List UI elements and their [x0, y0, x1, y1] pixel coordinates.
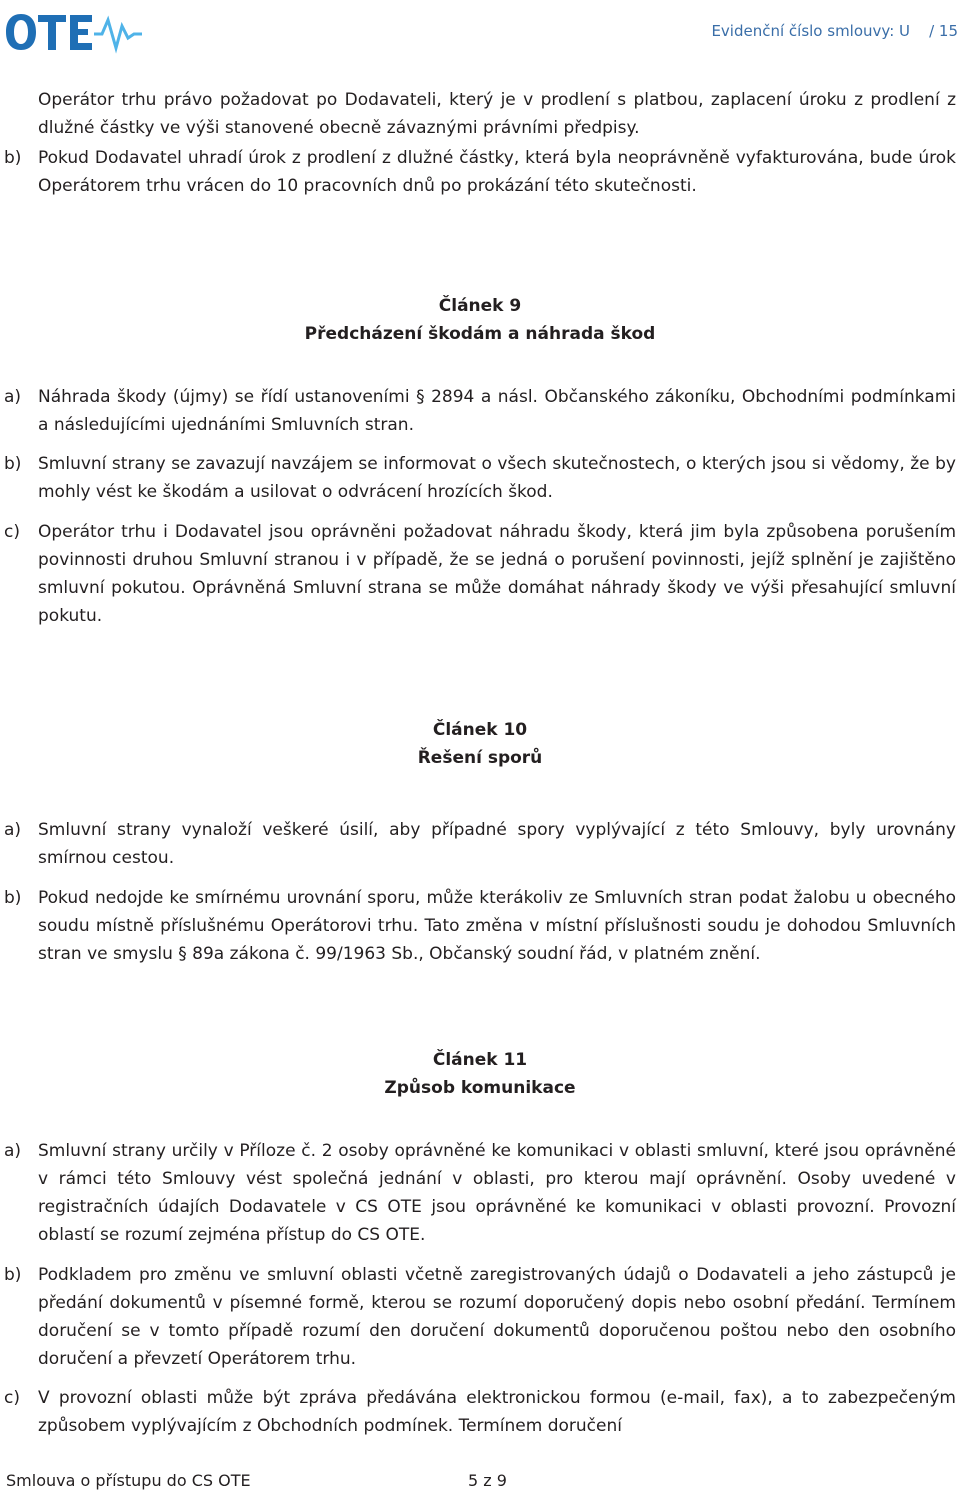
item-text: Smluvní strany vynaloží veškeré úsilí, aby případné spory vyplývající z této Smlouvy, byly urovnány smírnou cestou. — [38, 820, 956, 868]
intro-item-b — [4, 144, 956, 228]
article9-item-b — [4, 450, 956, 506]
article9-item-c — [4, 518, 956, 630]
item-label: c) — [4, 522, 20, 542]
intro-continuation: Operátor trhu právo požadovat po Dodavateli, který je v prodlení s platbou, zaplacení úroku z prodlení z dlužné částky ve výši stanovené obecně závaznými právními předpisy. — [38, 90, 956, 138]
item-text: V provozní oblasti může být zpráva předávána elektronickou formou (e-mail, fax), a to zabezpečeným způsobem vyplývajícím z Obchodních podmínek. Termínem doručení — [38, 1388, 956, 1436]
item-text: Smluvní strany se zavazují navzájem se informovat o všech skutečnostech, o kterých jsou si vědomy, že by mohly vést ke škodám a usilovat o odvrácení hrozících škod. — [38, 454, 956, 502]
ote-logo — [4, 8, 144, 56]
item-label: a) — [4, 387, 22, 407]
article9-number: Článek 9 — [438, 296, 522, 316]
article10-item-a — [4, 816, 956, 872]
item-text: Smluvní strany určily v Příloze č. 2 osoby oprávněné ke komunikaci v oblasti smluvní, které jsou oprávněné v rámci této Smlouvy vést společná jednání v oblasti, pro kterou mají oprávnění. Osoby uvedené v registračních údajích Dodavatele v CS OTE jsou oprávněné ke komunikaci v oblasti provozní. Provozní oblastí se rozumí zejména přístup do CS OTE. — [38, 1141, 956, 1245]
article11-item-a — [4, 1137, 956, 1249]
footer-page-number: 5 z 9 — [468, 1471, 507, 1490]
article11-item-b — [4, 1261, 956, 1373]
item-label: b) — [4, 148, 22, 168]
article11-item-c — [4, 1384, 956, 1440]
article10-title: Řešení sporů — [417, 748, 543, 768]
article9-title: Předcházení škodám a náhrada škod — [304, 324, 656, 344]
item-label: b) — [4, 454, 22, 474]
item-label: b) — [4, 1265, 22, 1285]
article10-item-b — [4, 884, 956, 996]
item-text: Náhrada škody (újmy) se řídí ustanoveními § 2894 a násl. Občanského zákoníku, Obchodními podmínkami a následujícími ujednáními Smluvních stran. — [38, 387, 956, 435]
article11-title: Způsob komunikace — [384, 1078, 576, 1098]
contract-reference: Evidenční číslo smlouvy: U / 15 — [711, 22, 958, 40]
article11-number: Článek 11 — [432, 1050, 528, 1070]
item-label: c) — [4, 1388, 20, 1408]
item-text: Pokud Dodavatel uhradí úrok z prodlení z dlužné částky, která byla neoprávněně vyfakturována, bude úrok Operátorem trhu vrácen do 10 pracovních dnů po prokázání této skutečnosti. — [38, 148, 956, 196]
item-text: Podkladem pro změnu ve smluvní oblasti včetně zaregistrovaných údajů o Dodavateli a jeho zástupců je předání dokumentů v písemné formě, kterou se rozumí doporučený dopis nebo osobní předání. Termínem doručení se v tomto případě rozumí den doručení dokumentů doporučenou poštou nebo den osobního doručení a převzetí Operátorem trhu. — [38, 1265, 956, 1369]
item-label: a) — [4, 1141, 22, 1161]
item-text: Operátor trhu i Dodavatel jsou oprávněni požadovat náhradu škody, která jim byla způsobena porušením povinnosti druhou Smluvní stranou i v případě, že se jedná o porušení povinnosti, jejíž splnění je zajištěno smluvní pokutou. Oprávněná Smluvní strana se může domáhat náhrady škody ve výši přesahující smluvní pokutu. — [38, 522, 956, 626]
article10-number: Článek 10 — [432, 720, 528, 740]
item-label: b) — [4, 888, 22, 908]
article9-item-a — [4, 383, 956, 439]
item-text: Pokud nedojde ke smírnému urovnání sporu, může kterákoliv ze Smluvních stran podat žalobu u obecného soudu místně příslušnému Operátorovi trhu. Tato změna v místní příslušnosti soudu je dohodou Smluvních stran ve smyslu § 89a zákona č. 99/1963 Sb., Občanský soudní řád, v platném znění. — [38, 888, 956, 964]
footer-document-name: Smlouva o přístupu do CS OTE — [6, 1471, 251, 1490]
item-label: a) — [4, 820, 22, 840]
